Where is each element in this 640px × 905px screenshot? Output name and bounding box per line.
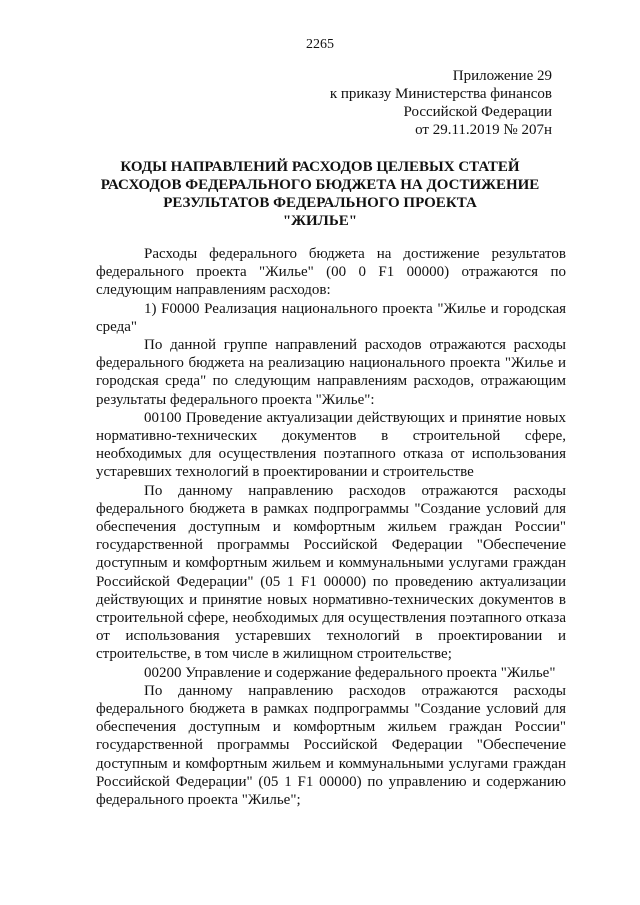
title-line-4: "ЖИЛЬЕ" <box>282 213 358 229</box>
document-body <box>96 245 566 809</box>
code-00200-description: По данному направлению расходов отражаются расходы федерального бюджета в рамках подпрограммы "Создание условий для обеспечения доступным и комфортным жильем граждан России" государственной программы Российской Федерации "Обеспечение доступным и комфортным жильем и коммунальными услугами граждан Российской Федерации" (05 1 F1 00000) по управлению и содержанию федерального проекта "Жилье"; <box>96 682 566 809</box>
section-heading-f0000: 1) F0000 Реализация национального проекта "Жилье и городская среда" <box>96 300 566 335</box>
intro-paragraph: Расходы федерального бюджета на достижение результатов федерального проекта "Жилье" (00 0 F1 00000) отражаются по следующим направлениям расходов: <box>96 246 566 299</box>
appendix-order-line: к приказу Министерства финансов <box>329 86 552 102</box>
appendix-number: Приложение 29 <box>452 68 552 84</box>
code-00100-heading: 00100 Проведение актуализации действующих и принятие новых нормативно-технических документов в строительной сфере, необходимых для осуществления поэтапного отказа от использования устаревших технологий в проектировании и строительстве <box>96 409 566 481</box>
code-00100-description: По данному направлению расходов отражаются расходы федерального бюджета в рамках подпрограммы "Создание условий для обеспечения доступным и комфортным жильем граждан России" государственной программы Российской Федерации "Обеспечение доступным и комфортным жильем и коммунальными услугами граждан Российской Федерации" (05 1 F1 00000) по проведению актуализации действующих и принятие новых нормативно-технических документов в строительной сфере, необходимых для осуществления поэтапного отказа от использования устаревших технологий в проектировании и строительстве, в том числе в жилищном строительстве; <box>96 482 566 663</box>
appendix-reference <box>330 67 552 139</box>
document-title <box>0 158 640 230</box>
title-line-1: КОДЫ НАПРАВЛЕНИЙ РАСХОДОВ ЦЕЛЕВЫХ СТАТЕЙ <box>120 159 520 175</box>
appendix-date-line: от 29.11.2019 № 207н <box>415 122 552 138</box>
code-00200-heading: 00200 Управление и содержание федерального проекта "Жилье" <box>144 664 556 681</box>
page-number: 2265 <box>306 37 334 52</box>
group-description-paragraph: По данной группе направлений расходов отражаются расходы федерального бюджета на реализацию национального проекта "Жилье и городская среда" по следующим направлениям расходов, отражающим результаты федерального проекта "Жилье": <box>96 337 566 408</box>
title-line-2: РАСХОДОВ ФЕДЕРАЛЬНОГО БЮДЖЕТА НА ДОСТИЖЕНИЕ <box>100 177 540 193</box>
appendix-federation-line: Российской Федерации <box>403 104 552 120</box>
title-line-3: РЕЗУЛЬТАТОВ ФЕДЕРАЛЬНОГО ПРОЕКТА <box>163 195 477 211</box>
